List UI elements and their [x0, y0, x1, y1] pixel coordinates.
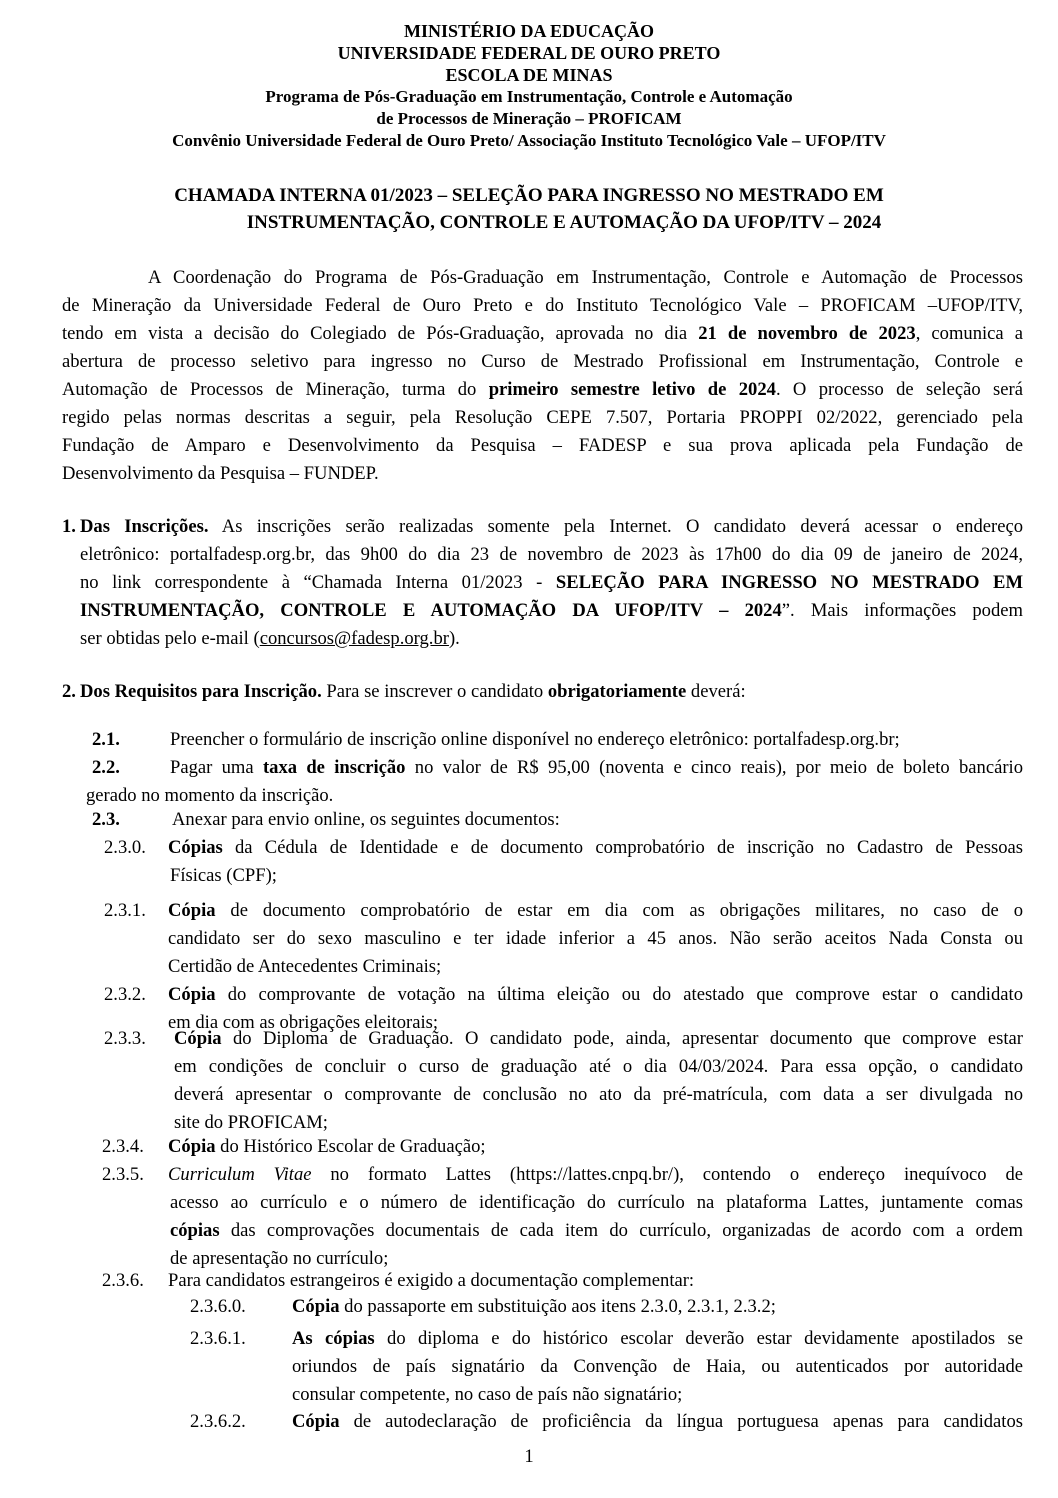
header-ministry: MINISTÉRIO DA EDUCAÇÃO	[403, 21, 655, 41]
header-program: Programa de Pós-Graduação em Instrumentação, Controle e Automação	[265, 87, 793, 106]
section-number: 2.	[62, 681, 76, 702]
header-school: ESCOLA DE MINAS	[445, 65, 613, 85]
title-line-1: CHAMADA INTERNA 01/2023 – SELEÇÃO PARA INGRESSO NO MESTRADO EM	[174, 185, 884, 206]
header-agreement: Convênio Universidade Federal de Ouro Preto/ Associação Instituto Tecnológico Vale – UFOP/ITV	[172, 131, 886, 150]
institution-header	[0, 20, 1058, 152]
section-heading: Das Inscrições.	[80, 516, 209, 537]
header-university: UNIVERSIDADE FEDERAL DE OURO PRETO	[337, 43, 721, 63]
email-link[interactable]: concursos@fadesp.org.br	[259, 628, 449, 649]
document-title	[0, 182, 1058, 236]
section-heading: Dos Requisitos para Inscrição.	[80, 681, 322, 702]
section-number: 1.	[62, 516, 76, 537]
document-page: MINISTÉRIO DA EDUCAÇÃO UNIVERSIDADE FEDERAL DE OURO PRETO ESCOLA DE MINAS Programa de Pós-Graduação em Instrumentação, Controle e Automação de Processos de Mineração – PROFICAM Convênio Universidade Federal de Ouro Preto/ Associação Instituto Tecnológico Vale – UFOP/ITV CHAMADA INTERNA 01/2023 – SELEÇÃO PARA INGRESSO NO MESTRADO EM INSTRUMENTAÇÃO, CONTROLE E AUTOMAÇÃO DA UFOP/ITV – 2024 A Coordenação do Programa de Pós-Graduação em Instrumentação, Controle e Automação de Processos de Mineração da Universidade Federal de Ouro Preto e do Instituto Tecnológico Vale – PROFICAM –UFOP/ITV, tendo em vista a decisão do Colegiado de Pós-Graduação, aprovada no dia 21 de novembro de 2023, comunica a abertura de processo seletivo para ingresso no Curso de Mestrado Profissional em Instrumentação, Controle e Automação de Processos de Mineração, turma do primeiro semestre letivo de 2024. O processo de seleção será regido pelas normas descritas a seguir, pela Resolução CEPE 7.507, Portaria PROPPI 02/2022, gerenciado pela Fundação de Amparo e Desenvolvimento da Pesquisa – FADESP e sua prova aplicada pela Fundação de Desenvolvimento da Pesquisa – FUNDEP. 1. Das Inscrições. As inscrições serão realizadas somente pela Internet. O candidato deverá acessar o endereço eletrônico: portalfadesp.org.br, das 9h00 do dia 23 de novembro de 2023 às 17h00 do dia 09 de janeiro de 2024, no link correspondente à “Chamada Interna 01/2023 - SELEÇÃO PARA INGRESSO NO MESTRADO EM INSTRUMENTAÇÃO, CONTROLE E AUTOMAÇÃO DA UFOP/ITV – 2024”. Mais informações podem ser obtidas pelo e-mail (concursos@fadesp.org.br). 2. Dos Requisitos para Inscrição. Para se inscrever o candidato obrigatoriamente deverá: 2.1. Preencher o formulário de inscrição online disponível no endereço eletrônico: portalfadesp.org.br; 2.2. Pagar uma taxa de inscrição no valor de R$ 95,00 (noventa e cinco reais), por meio de boleto bancário gerado no momento da inscrição. 2.3. Anexar para envio online, os seguintes documentos: 2.3.0. Cópias da Cédula de Identidade e de documento comprobatório de inscrição no Cadastro de Pessoas Físicas (CPF); 2.3.1. Cópia de documento comprobatório de estar em dia com as obrigações militares, no caso de o candidato ser do sexo masculino e ter idade inferior a 45 anos. Não serão aceitos Nada Consta ou Certidão de Antecedentes Criminais; 2.3.2. Cópia do comprovante de votação na última eleição ou do atestado que comprove estar o candidato em dia com as obrigações eleitorais; 2.3.3. Cópia do Diploma de Graduação. O candidato pode, ainda, apresentar documento que comprove estar em condições de concluir o curso de graduação até o dia 04/03/2024. Para essa opção, o candidato deverá apresentar o comprovante de conclusão no ato da pré-matrícula, com data a ser divulgada no site do PROFICAM; 2.3.4. Cópia do Histórico Escolar de Graduação; 2.3.5. Curriculum Vitae no formato Lattes (https://lattes.cnpq.br/), contendo o endereço inequívoco de acesso ao currículo e o número de identificação do currículo na plataforma Lattes, juntamente comas cópias das comprovações documentais de cada item do currículo, organizadas de acordo com a ordem de apresentação no currículo; 2.3.6. Para candidatos estrangeiros é exigido a documentação complementar: 2.3.6.0. Cópia do passaporte em substituição aos itens 2.3.0, 2.3.1, 2.3.2; 2.3.6.1. As cópias do diploma e do histórico escolar deverão estar devidamente apostilados se oriundos de país signatário da Convenção de Haia, ou autenticados por autoridade consular competente, no caso de país não signatário; 2.3.6.2. Cópia de autodeclaração de proficiência da língua portuguesa apenas para candidatos 1	[0, 0, 1058, 1498]
page-number: 1	[524, 1446, 534, 1467]
header-program-cont: de Processos de Mineração – PROFICAM	[376, 109, 682, 128]
title-line-2: INSTRUMENTAÇÃO, CONTROLE E AUTOMAÇÃO DA UFOP/ITV – 2024	[246, 212, 882, 233]
